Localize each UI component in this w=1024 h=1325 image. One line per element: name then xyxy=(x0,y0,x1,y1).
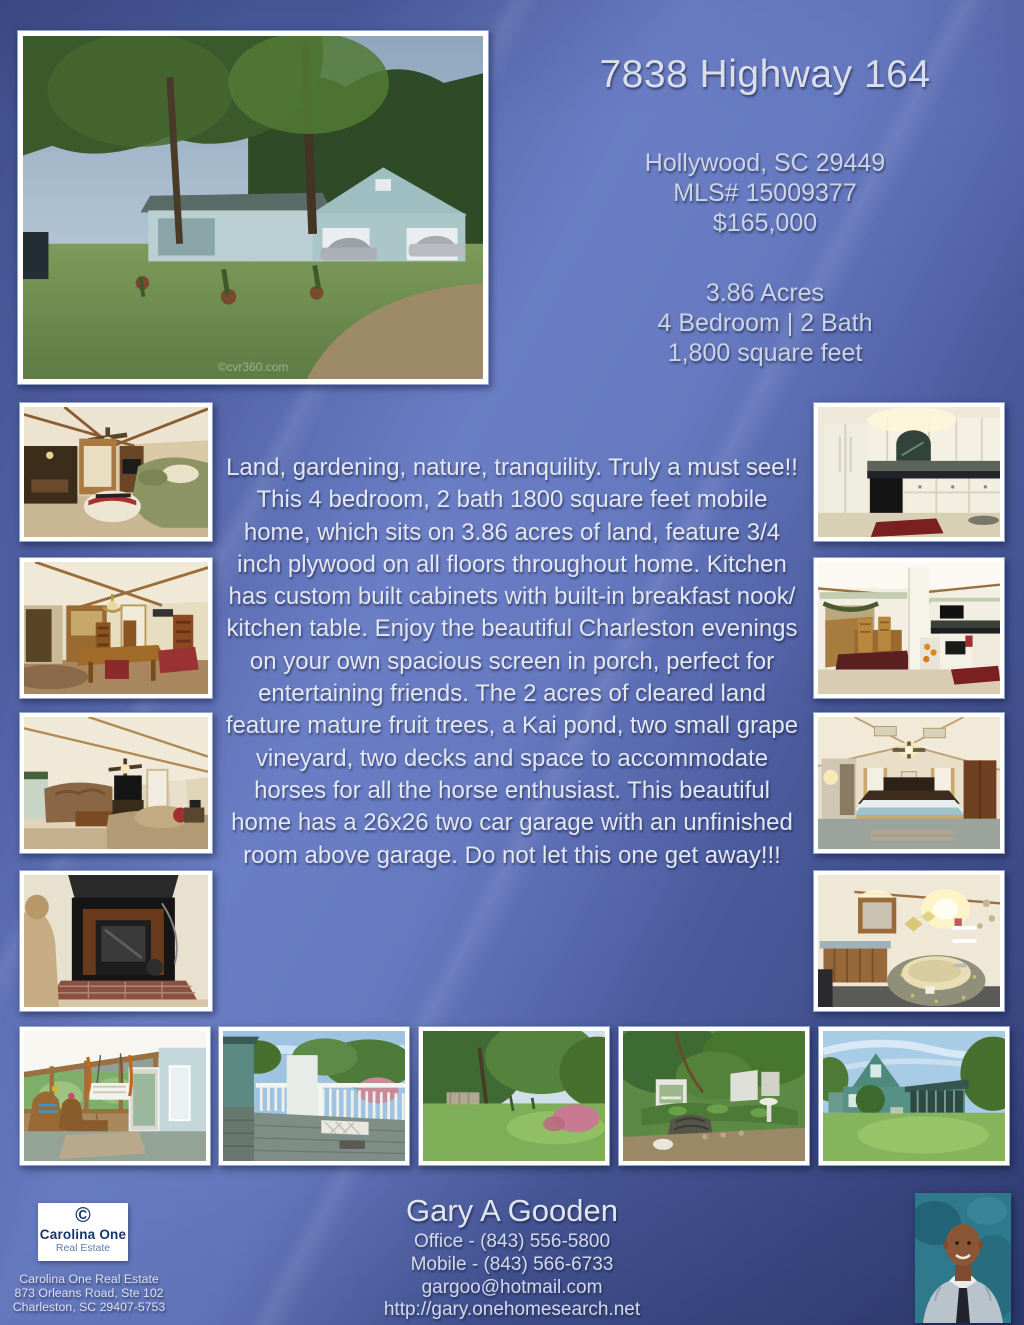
brokerage-address-line3: Charleston, SC 29407-5753 xyxy=(12,1300,166,1315)
photo-garden xyxy=(618,1026,810,1166)
page-title: 7838 Highway 164 xyxy=(599,53,931,96)
agent-office-phone: Office - (843) 556-5800 xyxy=(413,1231,611,1252)
beds-baths-line: 4 Bedroom | 2 Bath xyxy=(657,309,873,337)
carolina-one-logo-subtitle: Real Estate xyxy=(55,1242,111,1254)
photo-rear-exterior xyxy=(818,1026,1010,1166)
photo-watermark: ©cvr360.com xyxy=(217,360,289,374)
carolina-one-logo-icon: © xyxy=(75,1204,91,1227)
photo-living-room xyxy=(19,402,213,542)
photo-screened-porch xyxy=(19,1026,211,1166)
property-description: Land, gardening, nature, tranquility. Truly a must see!! This 4 bedroom, 2 bath 1800 square feet mobile home, which sits on 3.86 acres of land, feature 3/4 inch plywood on all floors throughout home. Kitchen has custom built cabinets with built-in breakfast nook/ kitchen table. Enjoy the beautiful Charleston evenings on your own spacious screen in porch, perfect for entertaining friends. The 2 acres of cleared land feature mature fruit trees, a Kai pond, two small grape vineyard, two decks and space to accommodate horses for all the horse enthusiast. This beautiful home has a 26x26 two car garage with an unfinished room above garage. Do not let this one get away!!! xyxy=(225,454,799,869)
agent-name: Gary A Gooden xyxy=(406,1193,618,1228)
front-exterior-image xyxy=(23,36,483,379)
agent-contact-block xyxy=(282,1193,742,1322)
agent-email-link[interactable]: gargoo@hotmail.com xyxy=(421,1276,603,1298)
photo-kitchen xyxy=(813,402,1005,542)
agent-portrait xyxy=(915,1193,1011,1323)
photo-backyard-trees xyxy=(418,1026,610,1166)
photo-bathroom xyxy=(813,870,1005,1012)
photo-dining-room xyxy=(19,557,213,699)
carolina-one-logo xyxy=(38,1203,128,1261)
price-line: $165,000 xyxy=(712,209,818,237)
photo-master-bedroom xyxy=(813,712,1005,854)
acres-line: 3.86 Acres xyxy=(705,279,825,307)
mls-line: MLS# 15009377 xyxy=(673,179,857,207)
agent-website-link[interactable]: http://gary.onehomesearch.net xyxy=(383,1299,641,1321)
photo-deck xyxy=(218,1026,410,1166)
photo-fireplace xyxy=(19,870,213,1012)
photo-family-room xyxy=(19,712,213,854)
photo-breakfast-nook xyxy=(813,557,1005,699)
brokerage-address-line1: Carolina One Real Estate xyxy=(19,1272,159,1286)
agent-mobile-phone: Mobile - (843) 566-6733 xyxy=(410,1253,614,1275)
photo-front-exterior xyxy=(17,30,489,385)
city-line: Hollywood, SC 29449 xyxy=(644,149,886,177)
brokerage-address xyxy=(8,1272,170,1315)
header-address-block xyxy=(520,148,1010,238)
brokerage-address-line2: 873 Orleans Road, Ste 102 xyxy=(14,1286,164,1301)
header-facts-block xyxy=(520,278,1010,368)
carolina-one-logo-name: Carolina One xyxy=(39,1227,127,1242)
sqft-line: 1,800 square feet xyxy=(667,339,863,367)
